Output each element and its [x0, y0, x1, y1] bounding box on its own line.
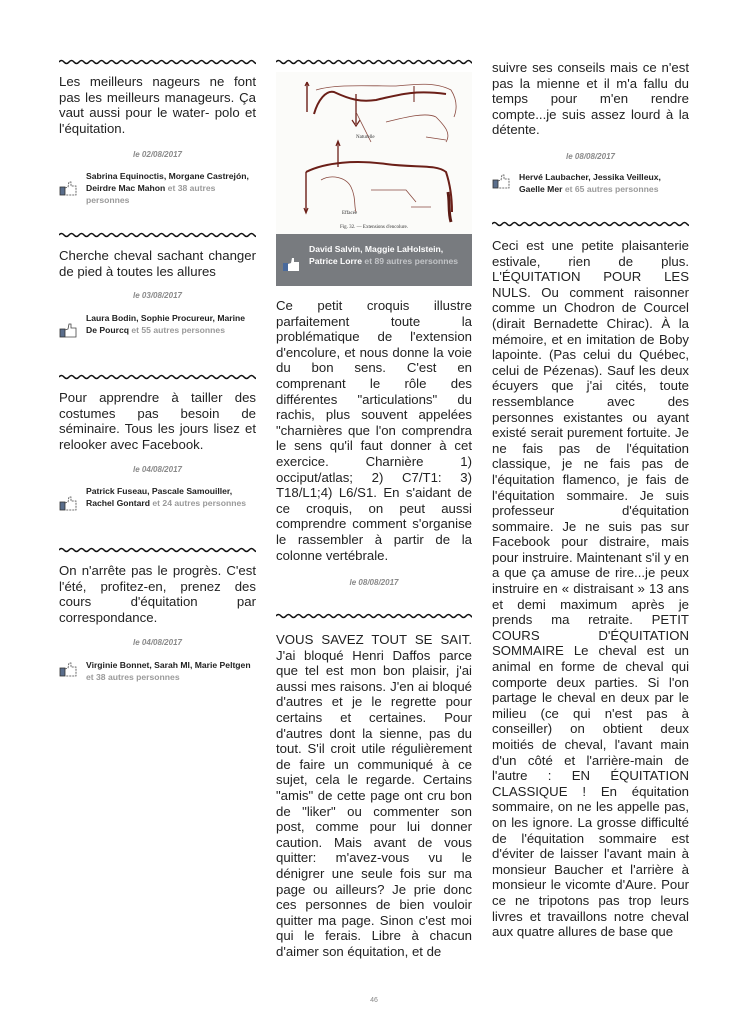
other-likers[interactable]: et 55 autres personnes — [131, 325, 225, 335]
likers-list[interactable] — [86, 170, 256, 206]
other-likers[interactable]: et 65 autres personnes — [564, 184, 659, 194]
other-likers[interactable]: et 38 autres personnes — [86, 183, 216, 205]
wave-divider — [59, 231, 256, 239]
thumbs-up-icon[interactable] — [59, 180, 79, 196]
post-text: VOUS SAVEZ TOUT SE SAIT. J'ai bloqué Henri Daffos parce que tel est mon bon plaisir, j'ai aussi mes raisons. J'en ai bloqué d'autres et je le regrette pour certains et certaines. Pour d'autres dont la sienne, pas du tout. S'il croit utile régulièrement de faire un communiqué à ce sujet, cela le regarde. Certains "amis" de cette page ont cru bon de "liker" ou commenter son post, comme pour lui donner caution. Mais avant de vous quitter: m'avez-vous vu le dénigrer une seule fois sur ma page ou ailleurs? Je prie donc ces personnes de bien vouloir quitter ma page. Sinon c'est moi qui le ferais. Libre à chacun d'aimer son équitation, et de — [276, 632, 472, 959]
liker-names[interactable]: Laura Bodin, Sophie Procureur, Marine De Pourcq — [86, 313, 246, 335]
post-text: Pour apprendre à tailler des costumes pas besoin de séminaire. Tous les jours lisez et relooker avec Facebook. — [59, 390, 256, 452]
liker-names[interactable]: David Salvin, Maggie LaHolstein, Patrice Lorre — [309, 244, 444, 266]
post-date: le 04/08/2017 — [133, 465, 182, 474]
wave-divider — [492, 220, 689, 228]
wave-divider — [59, 373, 256, 381]
wave-divider — [59, 58, 256, 66]
post-text: On n'arrête pas le progrès. C'est l'été, profitez-en, prenez des cours d'équitation par correspondance. — [59, 563, 256, 625]
page-number: 46 — [370, 997, 378, 1004]
likers-list[interactable] — [309, 243, 466, 267]
wave-divider — [276, 612, 472, 620]
likers-list[interactable] — [519, 171, 689, 195]
post-date: le 08/08/2017 — [566, 152, 615, 161]
thumbs-up-icon[interactable] — [59, 661, 79, 677]
post-text: Ceci est une petite plaisanterie estivale, rien de plus. L'ÉQUITATION POUR LES NULS. Ou comment raisonner comme un Chodron de Courcel (dirait Bernadette Chirac). À la mémoire, et en imitation de Boby lapointe. (Pas celui du Québec, celui de Pézenas). Sauf les deux écuyers que j'ai cités, toute ressemblance avec des personnes existantes ou ayant existé serait purement fortuite. Je ne fais pas de l'équitation classique, je ne fais pas de l'équitation flamenco, je fais de l'équitation sommaire. Je suis professeur d'équitation sommaire. Je ne suis pas sur Facebook pour distraire, mais pour instruire. Maintenant s'il y en a que ça amuse de rire...je peux instruire en « distraisant » 13 ans et demi maximum après je prends ma retraite. PETIT COURS D'ÉQUITATION SOMMAIRE Le cheval est un animal en forme de cheval qui comporte deux parties. Si l'on partage le cheval en deux par le milieu (ce qui n'est pas à conseiller) on obtient deux moitiés de cheval, l'avant main d'un côté et l'arrière-main de l'autre : EN ÉQUITATION CLASSIQUE ! En équitation sommaire, on ne les appelle pas, on les ignore. La grosse difficulté de l'équitation sommaire est d'éviter de laisser l'avant main à monsieur Baucher et l'arrière à monsieur le vicomte d'Aure. Pour ce ne tripotons pas trop leurs livres et travaillons notre cheval aux quatre allures de base que — [492, 238, 689, 940]
thumbs-up-icon[interactable] — [59, 495, 79, 511]
label-naturelle: Naturelle — [356, 135, 375, 140]
post-date: le 04/08/2017 — [133, 638, 182, 647]
wave-divider — [59, 546, 256, 554]
post-text: Les meilleurs nageurs ne font pas les meilleurs manageurs. Ça vaut aussi pour le water- polo et l'équitation. — [59, 74, 256, 136]
likers-list[interactable] — [86, 659, 256, 683]
liker-names[interactable]: Patrick Fuseau, Pascale Samouiller, Rachel Gontard — [86, 486, 233, 508]
post-text: Ce petit croquis illustre parfaitement toute la problématique de l'extension d'encolure, et nous donne la voie du bon sens. C'est en comprenant le rôle des différentes "articulations" du rachis, plus souvent appelées "charnières que l'on comprendra le sens qu'il faut donner à cet exercice. Charnière 1) occiput/atlas; 2) C7/T1: 3) T18/L1;4) L6/S1. En s'aidant de ce croquis, on peut aussi comprendre comment s'organise le rassembler à partir de la colonne vertébrale. — [276, 298, 472, 563]
figure-caption: Fig. 32. — Extensions d'encolure. — [340, 225, 408, 230]
likers-list[interactable] — [86, 312, 256, 336]
horse-sketch-image[interactable] — [276, 72, 472, 234]
post-date: le 08/08/2017 — [349, 578, 399, 587]
post-date: le 03/08/2017 — [133, 291, 182, 300]
thumbs-up-icon[interactable] — [282, 256, 302, 272]
post-text: Cherche cheval sachant changer de pied à toutes les allures — [59, 248, 256, 279]
other-likers[interactable]: et 38 autres personnes — [86, 672, 180, 682]
thumbs-up-icon[interactable] — [59, 322, 79, 338]
other-likers[interactable]: et 24 autres personnes — [152, 498, 247, 508]
likers-list[interactable] — [86, 485, 256, 509]
liker-names[interactable]: Sabrina Equinoctis, Morgane Castrejón, Deirdre Mac Mahon — [86, 171, 249, 193]
post-date: le 02/08/2017 — [133, 150, 182, 159]
label-effacee: Effacée — [342, 211, 358, 216]
liker-names[interactable]: Virginie Bonnet, Sarah Ml, Marie Peltgen — [86, 660, 251, 670]
photo-likes-bar — [276, 234, 472, 286]
liker-names[interactable]: Hervé Laubacher, Jessika Veilleux, Gaelle Mer — [519, 172, 661, 194]
other-likers[interactable]: et 89 autres personnes — [364, 256, 459, 266]
thumbs-up-icon[interactable] — [492, 173, 512, 189]
wave-divider — [276, 58, 472, 66]
post-text-continued: suivre ses conseils mais ce n'est pas la mienne et il m'a fallu du temps pour m'en rendre compte...je suis assez lourd à la détente. — [492, 60, 689, 138]
